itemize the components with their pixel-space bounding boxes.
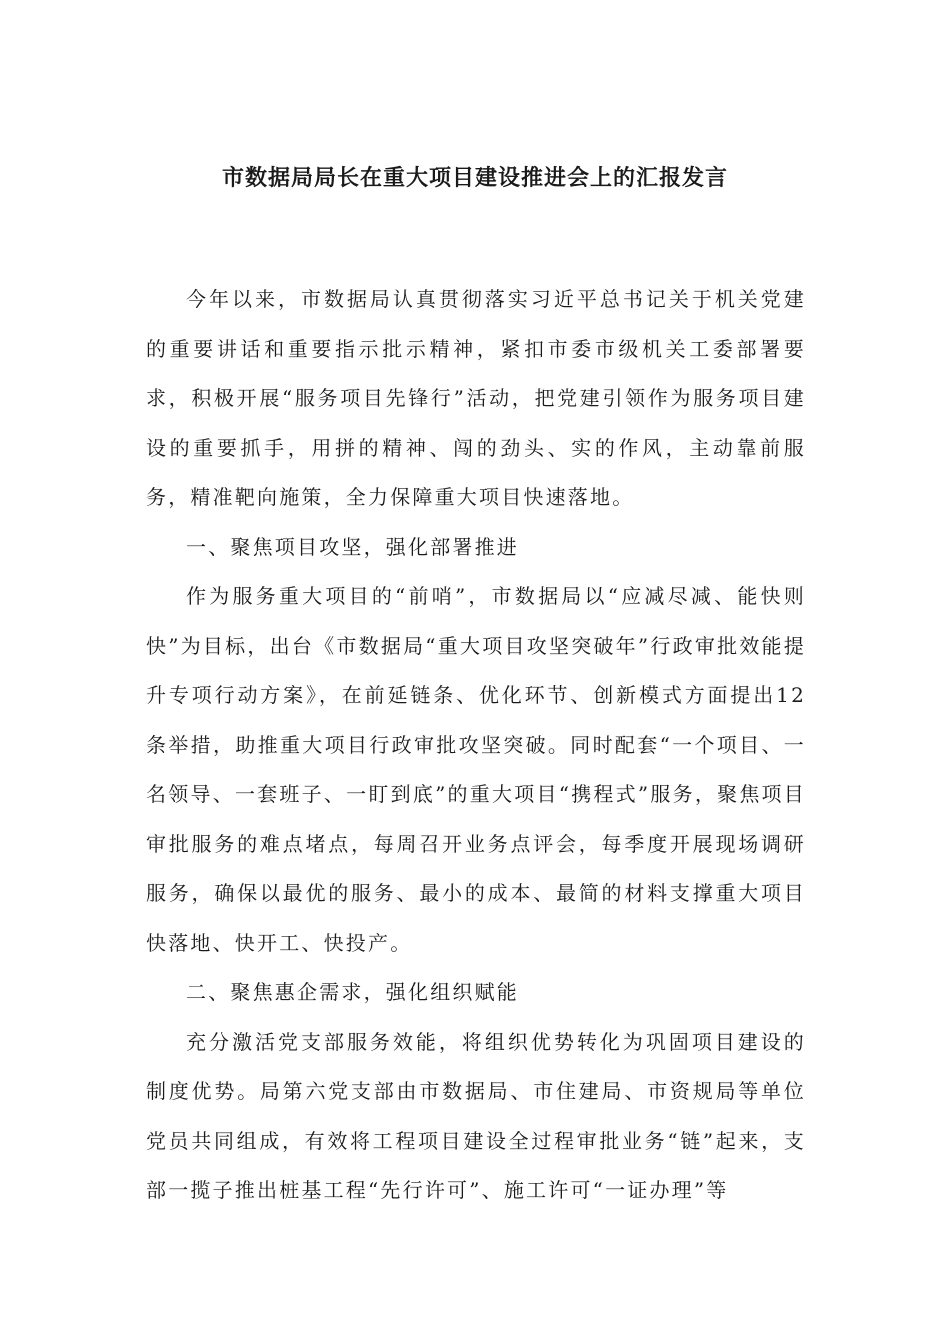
section-1-heading: 一、聚焦项目攻坚，强化部署推进 — [186, 534, 519, 559]
document-body — [146, 275, 806, 1216]
section-1-paragraph: 作为服务重大项目的“前哨”，市数据局以“应减尽减、能快则快”为目标，出台《市数据局“重大项目攻坚突破年”行政审批效能提升专项行动方案》，在前延链条、优化环节、创新模式方面提出12条举措，助推重大项目行政审批攻坚突破。同时配套“一个项目、一名领导、一套班子、一盯到底”的重大项目“携程式”服务，聚焦项目审批服务的难点堵点，每周召开业务点评会，每季度开展现场调研服务，确保以最优的服务、最小的成本、最简的材料支撑重大项目快落地、快开工、快投产。 — [146, 584, 806, 955]
intro-paragraph: 今年以来，市数据局认真贯彻落实习近平总书记关于机关党建的重要讲话和重要指示批示精神，紧扣市委市级机关工委部署要求，积极开展“服务项目先锋行”活动，把党建引领作为服务项目建设的重要抓手，用拼的精神、闯的劲头、实的作风，主动靠前服务，精准靶向施策，全力保障重大项目快速落地。 — [146, 287, 806, 509]
document-title: 市数据局局长在重大项目建设推进会上的汇报发言 — [221, 165, 728, 191]
section-2-paragraph: 充分激活党支部服务效能，将组织优势转化为巩固项目建设的制度优势。局第六党支部由市数据局、市住建局、市资规局等单位党员共同组成，有效将工程项目建设全过程审批业务“链”起来，支部一揽子推出桩基工程“先行许可”、施工许可“一证办理”等 — [146, 1029, 806, 1202]
section-2-heading: 二、聚焦惠企需求，强化组织赋能 — [186, 980, 519, 1004]
